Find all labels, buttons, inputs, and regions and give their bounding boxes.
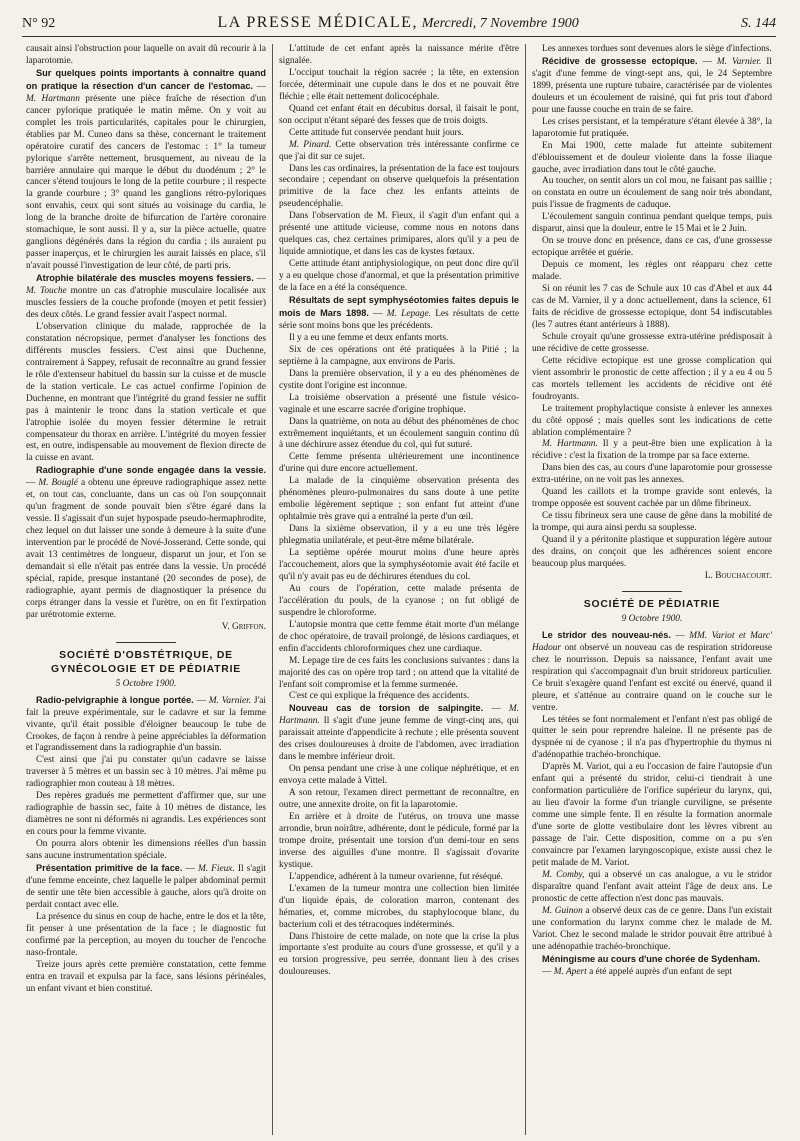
paragraph: Il y a eu une femme et deux enfants morts. bbox=[289, 332, 449, 343]
author: M. Fieux. bbox=[197, 864, 235, 874]
paragraph: On pourra alors obtenir les dimensions réelles d'un bassin sans aucune instrumentation spéciale. bbox=[26, 839, 266, 862]
masthead bbox=[217, 14, 578, 32]
article-text: Il s'agit d'une femme de vingt-sept ans, qui, le 24 Septembre 1899, présenta une rupture tubaire, caractérisée par de violentes douleurs et un écoulement de raisiné, qui fut pris tout d'abord pour une fausse couche en train de se faire. bbox=[532, 56, 773, 115]
paragraph: Dans la première observation, il y a eu des phénomènes de cystite dont l'origine est inconnue. bbox=[279, 368, 519, 391]
article-text: Cette observation très intéressante confirme ce que j'ai dit sur ce sujet. bbox=[279, 139, 520, 162]
paragraph: causait ainsi l'obstruction pour laquelle on avait dû recourir à la laparotomie. bbox=[26, 44, 266, 66]
paragraph: Ce tissu fibrineux sera une cause de gêne dans la mobilité de la trompe, qui aura ainsi perdu sa souplesse. bbox=[532, 511, 772, 534]
paragraph: La malade de la cinquième observation présenta des phénomènes pleuro-pulmonaires du sans doute à une petite embolie légèrement septique ; son enfant fut atteint d'une ophtalmie très grave qui a entraîné la perte d'un œil. bbox=[279, 476, 519, 523]
paragraph: Dans l'observation de M. Fieux, il s'agit d'un enfant qui a présenté une attitude vicieuse, comme nous en notons dans quelques cas, chez certaines primipares, alors qu'il y a peu de liquide amniotique, et dans les cas de kystes fœtaux. bbox=[279, 211, 519, 258]
paragraph: Au toucher, on sentit alors un col mou, ne faisant pas saillie ; on constata en outre un écoulement de sang noir très abondant, puis l'issue de fragments de caduque. bbox=[532, 176, 772, 211]
paragraph: L'autopsie montra que cette femme était morte d'un mélange de choc opératoire, de travail prolongé, de lésions cardiaques, et enfin d'accidents chloroformiques chez une cardiaque. bbox=[279, 619, 519, 654]
paragraph: Des repères gradués me permettent d'affirmer que, sur une radiographie de bassin sec, faite à 10 mètres de distance, les diamètres ne sont ni déformés ni agrandis. Les expériences sont en cours pour la femme vivante. bbox=[26, 791, 266, 838]
article-text: qui a observé un cas analogue, a vu le stridor disparaître quand l'enfant avait atteint l'âge de deux ans. Le pronostic de cette affection n'est donc pas mauvais. bbox=[532, 869, 772, 904]
paragraph: En Mai 1900, cette malade fut atteinte subitement d'éblouissement et de douleur violente dans la fosse iliaque gauche, avec irradiation dans tout le côté gauche. bbox=[532, 140, 772, 175]
paragraph: Cette récidive ectopique est une grosse complication qui vient assombrir le pronostic de cette affection ; il y a eu 4 ou 5 cas mortels tellement les accidents de récidive ont été foudroyants. bbox=[532, 355, 772, 402]
author: M. Apert bbox=[553, 966, 587, 977]
signature: V. Griffon. bbox=[221, 621, 266, 632]
article-entry: Résultats de sept symphyséotomies faites depuis le mois de Mars 1898. — M. Lepage. Les résultats de cette série sont moins bons que les précédents. bbox=[279, 295, 519, 331]
paragraph: Cette attitude étant antiphysiologique, on peut donc dire qu'il y a eu quelque chose d'anormal, et que la présentation primitive de la face en a été la conséquence. bbox=[279, 259, 519, 294]
article-entry bbox=[532, 954, 772, 967]
column-3 bbox=[525, 44, 778, 1135]
paragraph: L'examen de la tumeur montra une collection bien limitée d'un liquide épais, de coloration marron, contenant des hématies, et, comme microbes, du staphylocoque blanc, du bacterium coli et des tétracoques indéterminés. bbox=[279, 883, 519, 930]
paragraph: Les annexes tordues sont devenues alors le siège d'infections. bbox=[542, 44, 772, 54]
paragraph: Dans les cas ordinaires, la présentation de la face est toujours secondaire ; cependant on observe quelquefois la présentation primitive de la face chez les enfants atteints de pseudencéphalie. bbox=[279, 163, 519, 210]
article-text: Il y a peut-être bien une explication à la récidive : c'est la fixation de la trompe par sa face externe. bbox=[532, 439, 772, 462]
text-columns bbox=[20, 44, 778, 1135]
article-heading: Radiographie d'une sonde engagée dans la vessie. bbox=[36, 465, 266, 476]
article-text: a été appelé auprès d'un enfant de sept bbox=[589, 966, 733, 977]
paragraph: Treize jours après cette première constatation, cette femme entra en travail et expulsa par la face, sans lésions périnéales, un enfant vivant et bien constitué. bbox=[26, 959, 266, 994]
article-entry: Nouveau cas de torsion de salpingite. — M. Hartmann. Il s'agit d'une jeune femme de vingt-cinq ans, qui paraissait atteinte d'appendicite à rechute ; elle présenta souvent des crises douloureuses à droite de l'abdomen, avec irradiation dans le membre inférieur droit. bbox=[279, 703, 519, 763]
paragraph: La septième opérée mourut moins d'une heure après l'accouchement, alors que la symphyséotomie avait été facile et qu'il n'y avait pas eu de déchirures étendues du col. bbox=[279, 548, 519, 582]
author: M. Guinon bbox=[542, 905, 583, 916]
article-entry bbox=[532, 906, 772, 954]
author: M. Hartmann bbox=[26, 93, 80, 104]
page-header bbox=[22, 14, 776, 37]
paragraph: Quand il y a péritonite plastique et suppuration légère autour des drains, on conçoit que les adhérences soient encore beaucoup plus marquées. bbox=[532, 535, 772, 569]
paragraph: Cette attitude fut conservée pendant huit jours. bbox=[289, 127, 464, 138]
paragraph: L'écoulement sanguin continua pendant quelque temps, puis disparut, ainsi que la douleur, entre le 15 Mai et le 2 Juin. bbox=[532, 212, 772, 235]
paragraph: C'est ce qui explique la fréquence des accidents. bbox=[289, 691, 470, 702]
paragraph: L'appendice, adhérent à la tumeur ovarienne, fut réséqué. bbox=[289, 871, 503, 882]
paragraph: En arrière et à droite de l'utérus, on trouva une masse arrondie, brun noirâtre, adhérente, dont le pédicule, formé par la trompe droite, présentait une torsion d'un demi-tour en sens inverse des aiguilles d'une montre. Il s'agissait d'ovarite kystique. bbox=[279, 812, 519, 870]
paragraph: Six de ces opérations ont été pratiquées à la Pitié ; la septième à la campagne, aux environs de Paris. bbox=[279, 344, 519, 367]
paragraph: A son retour, l'examen direct permettant de reconnaître, en outre, une annexite droite, on fit la laparotomie. bbox=[279, 788, 519, 811]
article-text: montre un cas d'atrophie musculaire localisée aux muscles fessiers de la couche profonde (moyen et petit fessier) des deux côtés. Le grand fessier avait l'aspect normal. bbox=[26, 286, 266, 320]
paragraph: Les tétées se font normalement et l'enfant n'est pas obligé de quitter le sein pour reprendre haleine. Il ne présente pas de dyspnée ni de cyanose ; il n'a pas d'hypertrophie du thymus ni d'adénopathie trachéo-bronchique. bbox=[532, 714, 772, 761]
article-heading: Méningisme au cours d'une chorée de Sydenham. bbox=[542, 953, 761, 964]
article-heading: Récidive de grossesse ectopique. bbox=[542, 55, 698, 66]
article-heading: Résultats de sept symphyséotomies faites depuis le mois de Mars 1898. bbox=[279, 295, 519, 318]
article-text: a observé deux cas de ce genre. Dans l'un existait une conformation du larynx comme chez le malade de M. Variot. Chez le second malade le stridor pouvait être attribué à une adénopathie trachéo-bronchique. bbox=[532, 905, 772, 952]
paragraph: Schule croyait qu'une grossesse extra-utérine prédisposait à une récidive de cette grossesse. bbox=[532, 331, 772, 354]
article-text: ont observé un nouveau cas de respiration stridoreuse chez le nourrisson. Depuis sa naissance, l'enfant avait une respiration qui s'accompagnait d'un bruit stridoreux particulier. Ce bruit s'exagère quand l'enfant est excité ou énervé, quand il pleure, et s'atténue au contraire quand on le couche sur le ventre. bbox=[532, 642, 772, 713]
article-heading: Présentation primitive de la face. bbox=[36, 863, 183, 873]
article-text: Les résultats de cette série sont moins bons que les précédents. bbox=[279, 308, 519, 331]
author: M. Comby, bbox=[542, 869, 585, 880]
article-entry: Présentation primitive de la face. — M. Fieux. Il s'agit d'une femme enceinte, chez laquelle le palper abdominal permit de sentir une tête bien accessible à gauche, alors qu'à droite on perdait contact avec elle. bbox=[26, 863, 267, 910]
article-entry: Le stridor des nouveau-nés. — MM. Variot et Marc' Hadour ont observé un nouveau cas de respiration stridoreuse chez le nourrisson. Depuis sa naissance, l'enfant avait une respiration qui s'accompagnait d'un bruit stridoreux particulier. Ce bruit s'exagère quand l'enfant est excité ou énervé, quand il pleure, et s'atténue au contraire quand on le couche sur le ventre. bbox=[532, 629, 773, 713]
article-heading: Radio-pelvigraphie à longue portée. bbox=[36, 694, 194, 705]
article-heading: Sur quelques points importants à connaître quand on pratique la résection d'un cancer de l'estomac. bbox=[26, 67, 266, 91]
column-1 bbox=[20, 44, 272, 1135]
separator-rule bbox=[622, 591, 682, 592]
article-entry: Sur quelques points importants à connaître quand on pratique la résection d'un cancer de l'estomac. — M. Hartmann présente une pièce fraîche de résection d'un cancer pylorique pratiquée le matin même. On y voit au complet les trois particularités, capitales pour le chirurgien, établies par M. Cuneo dans sa thèse, concernant le traitement opératoire curatif des cancers de l'estomac : 1° la tumeur pylorique s'arrête nettement, brusquement, au niveau de la barrière annulaire qui marque le début du duodénum ; 2° le cancer s'étend toujours le long de la petite courbure ; il respecte la grande courbure ; 3° quand les ganglions rétro-pyloriques sont envahis, ceux qui sont situés au voisinage du cardia, le long de la branche droite de bifurcation de l'artère coronaire stomachique, le sont aussi. Il y a, sur la pièce actuelle, quatre ganglions dégénérés dans la région du cardia ; ils auraient pu passer inaperçus, et le chirurgien les aurait laissés en place, s'il n'avait poussé l'investigation de leur côté, de parti pris. bbox=[26, 67, 266, 272]
author: M. Varnier. bbox=[716, 56, 762, 67]
paragraph: On se trouve donc en présence, dans ce cas, d'une grossesse ectopique arrêtée et guérie. bbox=[532, 236, 772, 259]
article-entry: Atrophie bilatérale des muscles moyens fessiers. — M. Touche montre un cas d'atrophie musculaire localisée aux muscles fessiers de la couche profonde (moyen et petit fessier) des deux côtés. Le grand fessier avait l'aspect normal. bbox=[26, 273, 266, 320]
article-text: a obtenu une épreuve radiographique assez nette et, on tout cas, concluante, dans un cas où l'on soupçonnait qu'un fragment de sonde pouvait bien s'être égaré dans la vessie. Il s'agissait d'un sujet hypospade pseudo-hermaphrodite, chez lequel on dut laisser une sonde à demeure à la suite d'une intervention par le procédé de Nové-Josserand. Cette sonde, qui avait 13 centimètres de longueur, disparut un jour, et l'on se demandait si elle n'était pas entrée dans la vessie. Un procédé spécial, rapide, presque instantané (20 secondes de pose), de radiographie, ayant permis de diagnostiquer la présence du corps étranger dans la vessie et l'urètre, on en fit l'extirpation par urétrotomie externe. bbox=[26, 478, 266, 620]
article-heading: Nouveau cas de torsion de salpingite. bbox=[289, 703, 484, 714]
issue-date: Mercredi, 7 Novembre 1900 bbox=[421, 16, 579, 31]
article-text: J'ai fait la preuve expérimentale, sur le cadavre et sur la femme vivante, qu'il était possible d'éloigner beaucoup le tube de Crookes, de façon à rendre à peine appréciables la déformation et l'agrandissement dans la radiographie d'un bassin. bbox=[26, 695, 266, 754]
article-text: présente une pièce fraîche de résection d'un cancer pylorique pratiquée le matin même. On y voit au complet les trois particularités, capitales pour le chirurgien, établies par M. Cuneo dans sa thèse, concernant le traitement opératoire curatif des cancers de l'estomac : 1° la tumeur pylorique s'arrête nettement, brusquement, au niveau de la barrière annulaire qui marque le début du duodénum ; 2° le cancer s'étend toujours le long de la petite courbure ; il respecte la grande courbure ; 3° quand les ganglions rétro-pyloriques sont envahis, ceux qui sont situés au voisinage du cardia, le long de la branche droite de bifurcation de l'artère coronaire stomachique, le sont aussi. Il y a, sur la pièce actuelle, quatre ganglions dégénérés dans la région du cardia ; ils auraient pu passer inaperçus, et le chirurgien les aurait laissés en place, s'il n'avait poussé l'investigation de leur côté, de parti pris. bbox=[26, 93, 266, 272]
author: M. Pinard. bbox=[289, 139, 332, 150]
paragraph: Quand cet enfant était en décubitus dorsal, il faisait le pont, son occiput n'étant séparé des fesses que de trois doigts. bbox=[279, 103, 519, 126]
paragraph: On pensa pendant une crise à une colique néphrétique, et en envoya cette malade à Vittel. bbox=[279, 764, 519, 787]
journal-title: LA PRESSE MÉDICALE, bbox=[217, 14, 418, 31]
author: M. Hartmann. bbox=[279, 704, 519, 727]
section-date: 9 Octobre 1900. bbox=[621, 613, 683, 624]
article-text: Il s'agit d'une jeune femme de vingt-cinq ans, qui paraissait atteinte d'appendicite à rechute ; elle présenta souvent des crises douloureuses à droite de l'abdomen, avec irradiation dans le membre inférieur droit. bbox=[279, 716, 519, 763]
author: M. Bouglé bbox=[38, 478, 78, 489]
page-number: N° 92 bbox=[22, 16, 56, 31]
sheet-number: S. 144 bbox=[741, 16, 776, 31]
section-title: SOCIÉTÉ DE PÉDIATRIE bbox=[583, 598, 721, 610]
signature: L. Bouchacourt. bbox=[704, 570, 772, 581]
paragraph: Au cours de l'opération, cette malade présenta de l'accélération du pouls, de la cyanose ; on fut obligé de suspendre le chloroforme. bbox=[279, 583, 519, 618]
article-entry bbox=[279, 140, 519, 164]
author: M. Varnier. bbox=[208, 695, 252, 706]
paragraph: L'attitude de cet enfant après la naissance mérite d'être signalée. bbox=[279, 44, 519, 66]
separator-rule bbox=[116, 642, 176, 643]
paragraph: Dans l'histoire de cette malade, on note que la crise la plus importante s'est produite au cours d'une grossesse, et qu'il y a eu torsion progressive, peu serrée, donnant lieu à des crises douloureuses. bbox=[279, 931, 519, 978]
paragraph: La présence du sinus en coup de hache, entre le dos et la tête, fit penser à une présentation de la face ; le diagnostic fut confirmé par la perception, au moyen du toucher de l'encoche naso-frontale. bbox=[26, 911, 266, 958]
paragraph: Dans bien des cas, au cours d'une laparotomie pour grossesse extra-utérine, on ne voit pas les annexes. bbox=[532, 463, 772, 486]
article-entry: — M. Apert a été appelé auprès d'un enfant de sept bbox=[542, 966, 733, 977]
author: M. Hartmann. bbox=[542, 439, 598, 450]
article-entry bbox=[532, 439, 772, 463]
article-entry: Radio-pelvigraphie à longue portée. — M. Varnier. J'ai fait la preuve expérimentale, sur le cadavre et sur la femme vivante, qu'il était possible d'éloigner beaucoup le tube de Crookes, de façon à rendre à peine appréciables la déformation et l'agrandissement dans la radiographie d'un bassin. bbox=[26, 694, 266, 754]
article-entry: Récidive de grossesse ectopique. — M. Varnier. Il s'agit d'une femme de vingt-sept ans, qui, le 24 Septembre 1899, présenta une rupture tubaire, caractérisée par de violentes douleurs et un écoulement de raisiné, qui fut pris tout d'abord pour une fausse couche en train de se faire. bbox=[532, 55, 773, 115]
section-date: 5 Octobre 1900. bbox=[115, 678, 177, 689]
author: M. Lepage. bbox=[386, 308, 431, 319]
paragraph: Le traitement prophylactique consiste à enlever les annexes du côté opposé ; mais quelles sont les indications de cette ablation complémentaire ? bbox=[532, 403, 772, 438]
author: MM. Variot et Marc' Hadour bbox=[532, 630, 773, 653]
article-entry: Radiographie d'une sonde engagée dans la vessie. — M. Bouglé a obtenu une épreuve radiographique assez nette et, on tout cas, concluante, dans un cas où l'on soupçonnait qu'un fragment de sonde pouvait bien s'être égaré dans la vessie. Il s'agissait d'un sujet hypospade pseudo-hermaphrodite, chez lequel on dut laisser une sonde à demeure à la suite d'une intervention par le procédé de Nové-Josserand. Cette sonde, qui avait 13 centimètres de longueur, disparut un jour, et l'on se demandait si elle n'était pas entrée dans la vessie. Un procédé spécial, rapide, presque instantané (20 secondes de pose), de radiographie, ayant permis de diagnostiquer la présence du corps étranger dans la vessie et l'urètre, on en fit l'extirpation par urétrotomie externe. bbox=[26, 465, 266, 620]
paragraph: Dans la sixième observation, il y a eu une très légère phlegmatia unilatérale, et peut-être même bilatérale. bbox=[279, 524, 519, 547]
paragraph: C'est ainsi que j'ai pu constater qu'un cadavre se laisse traverser à 5 mètres et un bassin sec à 10 mètres. J'ai même pu radiographier mon couteau à 18 mètres. bbox=[26, 755, 266, 790]
paragraph: L'observation clinique du malade, rapprochée de la constatation nécropsique, permet d'analyser les fonctions des différents muscles fessiers. C'est ainsi que Duchenne, contrairement à Sappey, refusait de reconnaître au grand fessier le rôle d'extenseur habituel du bassin sur la cuisse et de muscle de la station verticale. Le cas actuel confirme l'opinion de Duchenne, en montrant que l'intégrité du grand fessier ne suffit pas à maintenir le tronc dans la station verticale et que l'atrophie isolée du moyen fessier détermine le retrait compensateur du thorax en arrière. L'intégrité du moyen fessier est, en outre, indispensable au mouvement de flexion directe de la cuisse en avant. bbox=[26, 321, 266, 464]
paragraph: Les crises persistant, et la température s'étant élevée à 38°, la laparotomie fut pratiquée. bbox=[532, 116, 772, 139]
article-entry bbox=[532, 870, 772, 906]
paragraph: Depuis ce moment, les règles ont réapparu chez cette malade. bbox=[532, 260, 772, 283]
section-title: SOCIÉTÉ D'OBSTÉTRIQUE, DE GYNÉCOLOGIE ET DE PÉDIATRIE bbox=[51, 649, 241, 675]
article-heading: Le stridor des nouveau-nés. bbox=[542, 629, 671, 640]
paragraph: Cette femme présenta ultérieurement une incontinence d'urine qui dure encore actuellement. bbox=[279, 452, 519, 475]
paragraph: L'occiput touchait la région sacrée ; la tête, en extension forcée, déterminait une cupule dans le dos et ne pouvait être fléchie ; elle était nettement dolicocéphale. bbox=[279, 67, 519, 102]
paragraph: D'après M. Variot, qui a eu l'occasion de faire l'autopsie d'un enfant qui a présenté du stridor, celui-ci tiendrait à une conformation particulière de l'orifice supérieur du larynx, qui, au lieu d'avoir la forme d'un triangle curviligne, se présente comme une simple fente. Il en résulte la formation anormale d'une sorte de glotte vestibulaire dont les lèvres vibrent au passage de l'air. Cette disposition, comme on a pu s'en convaincre par l'examen laryngoscopique, existe aussi chez le petit malade de M. Variot. bbox=[532, 762, 772, 868]
paragraph: M. Lepage tire de ces faits les conclusions suivantes : dans la majorité des cas on opère trop tard ; on attend que la vitalité de l'enfant soit compromise et la femme surmenée. bbox=[279, 655, 519, 690]
paragraph: Quand les caillots et la trompe gravide sont enlevés, la trompe opposée est souvent cachée par un dôme fibrineux. bbox=[532, 487, 772, 510]
paragraph: La troisième observation a présenté une fistule vésico-vaginale et une escarre sacrée d'origine trophique. bbox=[279, 392, 519, 415]
article-text: Il s'agit d'une femme enceinte, chez laquelle le palper abdominal permit de sentir une tête bien accessible à gauche, alors qu'à droite on perdait contact avec elle. bbox=[26, 864, 267, 910]
paragraph: Si on réunit les 7 cas de Schule aux 10 cas d'Abel et aux 44 cas de M. Varnier, il y a donc actuellement, dans la science, 61 faits de récidive de grossesse ectopique, dont 54 indiscutables (les 7 autres étant antérieurs à 1888). bbox=[532, 284, 772, 330]
article-heading: Atrophie bilatérale des muscles moyens fessiers. bbox=[36, 273, 254, 284]
paragraph: Dans la quatrième, on nota au début des phénomènes de choc extrêmement inquiétants, et un écoulement sanguin continu dû à une déchirure assez étendue du col, qui fut suturé. bbox=[279, 416, 519, 451]
author: M. Touche bbox=[26, 286, 67, 297]
column-2 bbox=[272, 44, 525, 1135]
